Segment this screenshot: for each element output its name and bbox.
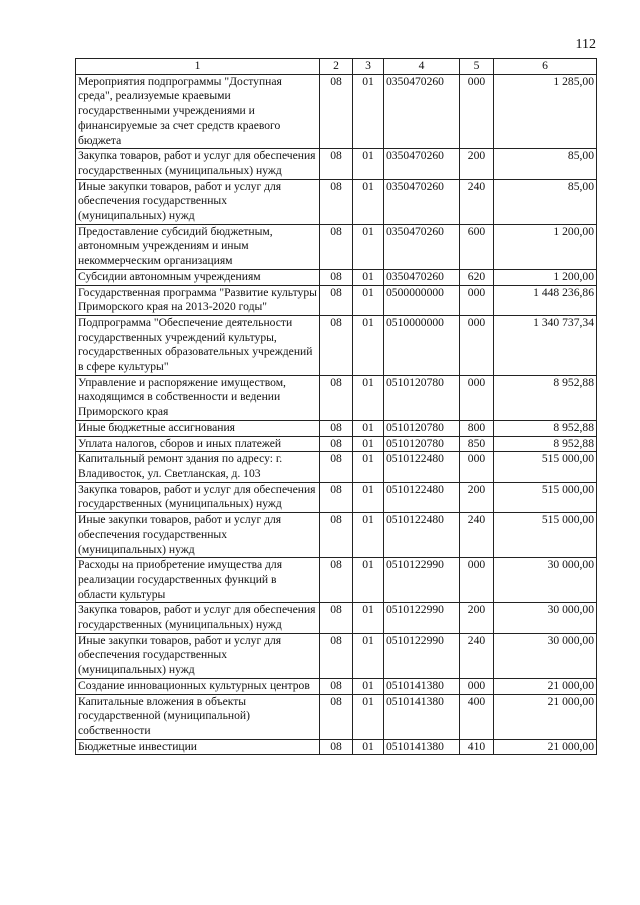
table-row <box>76 315 597 375</box>
row-name: Субсидии автономным учреждениям <box>76 269 320 285</box>
row-target-code: 0510120780 <box>384 375 460 420</box>
row-subsection: 01 <box>353 149 384 179</box>
row-name: Уплата налогов, сборов и иных платежей <box>76 436 320 452</box>
row-target-code: 0510122480 <box>384 452 460 482</box>
row-amount: 1 200,00 <box>494 269 597 285</box>
page-number: 112 <box>575 37 596 52</box>
row-section: 08 <box>320 678 353 694</box>
row-target-code: 0510000000 <box>384 315 460 375</box>
row-target-code: 0510141380 <box>384 739 460 755</box>
row-name: Иные закупки товаров, работ и услуг для обеспечения государственных (муниципальных) нужд <box>76 179 320 224</box>
row-amount: 515 000,00 <box>494 482 597 512</box>
row-amount: 30 000,00 <box>494 603 597 633</box>
row-name: Иные закупки товаров, работ и услуг для обеспечения государственных (муниципальных) нужд <box>76 633 320 678</box>
row-section: 08 <box>320 603 353 633</box>
row-subsection: 01 <box>353 513 384 558</box>
row-expense-type: 000 <box>460 375 494 420</box>
row-section: 08 <box>320 179 353 224</box>
row-name: Закупка товаров, работ и услуг для обеспечения государственных (муниципальных) нужд <box>76 482 320 512</box>
row-expense-type: 000 <box>460 558 494 603</box>
row-section: 08 <box>320 74 353 149</box>
table-row <box>76 558 597 603</box>
row-expense-type: 240 <box>460 513 494 558</box>
header-col-3: 3 <box>353 59 384 75</box>
row-expense-type: 000 <box>460 452 494 482</box>
row-target-code: 0350470260 <box>384 224 460 269</box>
row-name: Подпрограмма "Обеспечение деятельности государственных учреждений культуры, государственных образовательных учреждений в сфере культуры" <box>76 315 320 375</box>
row-subsection: 01 <box>353 678 384 694</box>
row-section: 08 <box>320 149 353 179</box>
row-amount: 1 200,00 <box>494 224 597 269</box>
row-target-code: 0510141380 <box>384 694 460 739</box>
row-subsection: 01 <box>353 558 384 603</box>
row-amount: 1 285,00 <box>494 74 597 149</box>
row-section: 08 <box>320 694 353 739</box>
row-amount: 21 000,00 <box>494 678 597 694</box>
row-expense-type: 200 <box>460 149 494 179</box>
row-subsection: 01 <box>353 603 384 633</box>
table-row <box>76 269 597 285</box>
table-row <box>76 633 597 678</box>
row-target-code: 0510120780 <box>384 436 460 452</box>
row-subsection: 01 <box>353 694 384 739</box>
row-subsection: 01 <box>353 739 384 755</box>
row-section: 08 <box>320 420 353 436</box>
row-target-code: 0510122480 <box>384 513 460 558</box>
row-name: Государственная программа "Развитие культуры Приморского края на 2013-2020 годы" <box>76 285 320 315</box>
row-name: Закупка товаров, работ и услуг для обеспечения государственных (муниципальных) нужд <box>76 603 320 633</box>
row-expense-type: 410 <box>460 739 494 755</box>
header-col-2: 2 <box>320 59 353 75</box>
row-expense-type: 000 <box>460 285 494 315</box>
row-expense-type: 620 <box>460 269 494 285</box>
row-section: 08 <box>320 224 353 269</box>
row-name: Иные бюджетные ассигнования <box>76 420 320 436</box>
row-expense-type: 240 <box>460 633 494 678</box>
row-subsection: 01 <box>353 436 384 452</box>
row-target-code: 0510141380 <box>384 678 460 694</box>
row-target-code: 0510122480 <box>384 482 460 512</box>
row-target-code: 0500000000 <box>384 285 460 315</box>
row-subsection: 01 <box>353 482 384 512</box>
table-row <box>76 149 597 179</box>
row-amount: 21 000,00 <box>494 694 597 739</box>
row-expense-type: 240 <box>460 179 494 224</box>
table-row <box>76 513 597 558</box>
row-name: Закупка товаров, работ и услуг для обеспечения государственных (муниципальных) нужд <box>76 149 320 179</box>
row-target-code: 0510122990 <box>384 633 460 678</box>
table-row <box>76 375 597 420</box>
row-target-code: 0510120780 <box>384 420 460 436</box>
row-name: Капитальные вложения в объекты государственной (муниципальной) собственности <box>76 694 320 739</box>
header-col-1: 1 <box>76 59 320 75</box>
table-body <box>76 74 597 755</box>
row-name: Предоставление субсидий бюджетным, автономным учреждениям и иным некоммерческим организациям <box>76 224 320 269</box>
row-amount: 1 448 236,86 <box>494 285 597 315</box>
row-section: 08 <box>320 269 353 285</box>
row-subsection: 01 <box>353 285 384 315</box>
row-section: 08 <box>320 633 353 678</box>
row-expense-type: 850 <box>460 436 494 452</box>
row-target-code: 0350470260 <box>384 179 460 224</box>
row-section: 08 <box>320 739 353 755</box>
row-section: 08 <box>320 285 353 315</box>
table-row <box>76 285 597 315</box>
table-row <box>76 694 597 739</box>
row-subsection: 01 <box>353 420 384 436</box>
row-name: Создание инновационных культурных центров <box>76 678 320 694</box>
row-name: Расходы на приобретение имущества для реализации государственных функций в области культуры <box>76 558 320 603</box>
row-amount: 8 952,88 <box>494 436 597 452</box>
budget-table <box>75 58 597 755</box>
table-row <box>76 678 597 694</box>
header-col-6: 6 <box>494 59 597 75</box>
row-expense-type: 600 <box>460 224 494 269</box>
row-expense-type: 200 <box>460 482 494 512</box>
row-amount: 515 000,00 <box>494 452 597 482</box>
table-row <box>76 224 597 269</box>
row-subsection: 01 <box>353 224 384 269</box>
row-name: Бюджетные инвестиции <box>76 739 320 755</box>
row-expense-type: 800 <box>460 420 494 436</box>
row-section: 08 <box>320 375 353 420</box>
row-expense-type: 200 <box>460 603 494 633</box>
table-row <box>76 436 597 452</box>
header-col-4: 4 <box>384 59 460 75</box>
row-subsection: 01 <box>353 179 384 224</box>
row-section: 08 <box>320 513 353 558</box>
row-subsection: 01 <box>353 452 384 482</box>
row-subsection: 01 <box>353 633 384 678</box>
row-amount: 85,00 <box>494 179 597 224</box>
table-row <box>76 179 597 224</box>
table-row <box>76 74 597 149</box>
row-target-code: 0350470260 <box>384 74 460 149</box>
row-subsection: 01 <box>353 269 384 285</box>
row-expense-type: 000 <box>460 315 494 375</box>
table-row <box>76 420 597 436</box>
row-target-code: 0350470260 <box>384 269 460 285</box>
row-section: 08 <box>320 436 353 452</box>
row-target-code: 0510122990 <box>384 603 460 633</box>
row-amount: 8 952,88 <box>494 420 597 436</box>
table-row <box>76 739 597 755</box>
row-expense-type: 000 <box>460 74 494 149</box>
row-section: 08 <box>320 452 353 482</box>
row-amount: 515 000,00 <box>494 513 597 558</box>
row-section: 08 <box>320 482 353 512</box>
table-row <box>76 603 597 633</box>
row-name: Управление и распоряжение имуществом, находящимся в собственности и ведении Приморского края <box>76 375 320 420</box>
row-subsection: 01 <box>353 375 384 420</box>
row-expense-type: 400 <box>460 694 494 739</box>
row-name: Иные закупки товаров, работ и услуг для обеспечения государственных (муниципальных) нужд <box>76 513 320 558</box>
row-amount: 30 000,00 <box>494 633 597 678</box>
row-target-code: 0510122990 <box>384 558 460 603</box>
row-target-code: 0350470260 <box>384 149 460 179</box>
row-amount: 85,00 <box>494 149 597 179</box>
row-name: Мероприятия подпрограммы "Доступная среда", реализуемые краевыми государственными учреждениями и финансируемые за счет средств краевого бюджета <box>76 74 320 149</box>
header-col-5: 5 <box>460 59 494 75</box>
row-subsection: 01 <box>353 74 384 149</box>
table-row <box>76 452 597 482</box>
header-row <box>76 59 597 75</box>
row-amount: 30 000,00 <box>494 558 597 603</box>
table-row <box>76 482 597 512</box>
row-amount: 8 952,88 <box>494 375 597 420</box>
row-subsection: 01 <box>353 315 384 375</box>
row-section: 08 <box>320 558 353 603</box>
row-section: 08 <box>320 315 353 375</box>
row-expense-type: 000 <box>460 678 494 694</box>
row-amount: 21 000,00 <box>494 739 597 755</box>
row-name: Капитальный ремонт здания по адресу: г. Владивосток, ул. Светланская, д. 103 <box>76 452 320 482</box>
row-amount: 1 340 737,34 <box>494 315 597 375</box>
